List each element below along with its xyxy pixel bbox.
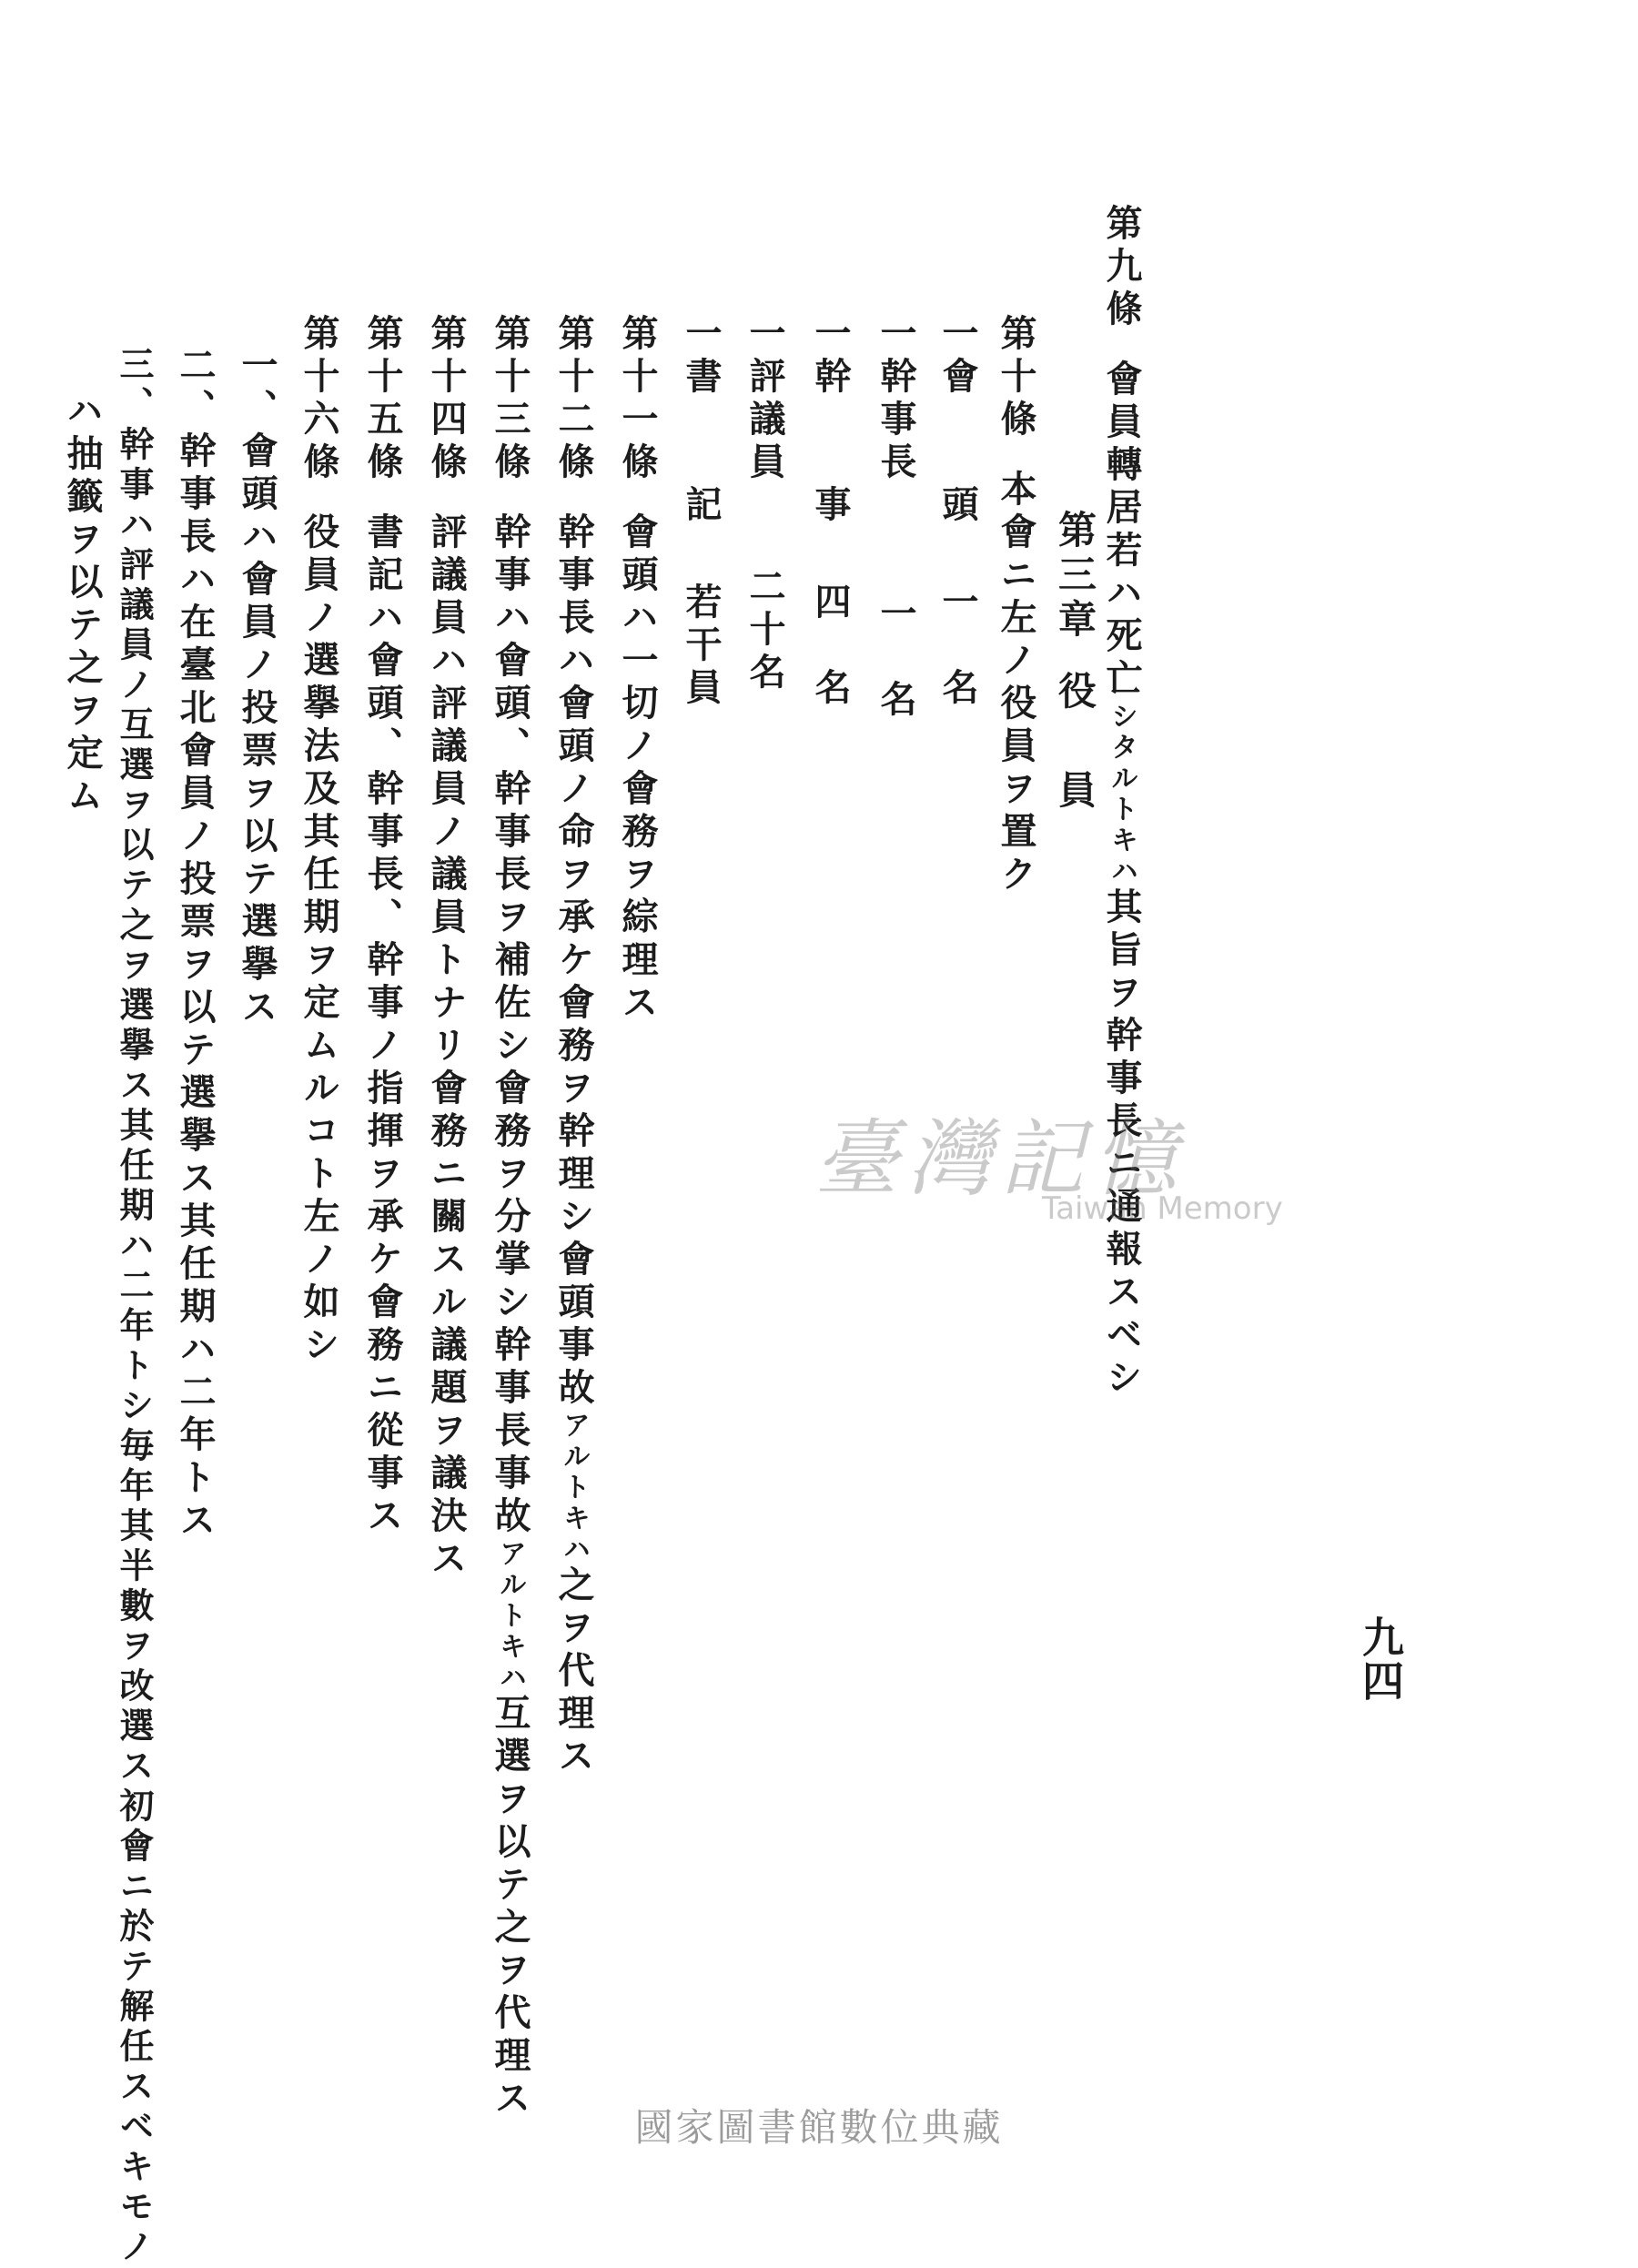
- article-12: [552, 314, 595, 1779]
- article-12-heading: 第十二條: [552, 314, 595, 485]
- officer-count: 若干員: [680, 582, 723, 711]
- chapter-3-title-b: 員: [1053, 770, 1097, 815]
- article-11-heading: 第十一條: [616, 314, 659, 485]
- article-10-heading: 第十條: [995, 314, 1037, 442]
- officer-item: [809, 314, 852, 711]
- article-11: [616, 314, 659, 1026]
- footer-archive-label: 國家圖書館數位典藏: [634, 2105, 1004, 2150]
- officer-item: [680, 314, 723, 711]
- election-item: 一、會頭ハ會員ノ投票ヲ以テ選擧ス: [236, 346, 278, 1030]
- watermark-english: Taiwan Memory: [1042, 1190, 1283, 1227]
- article-10: [995, 314, 1037, 897]
- officer-label: 一會 頭: [936, 314, 979, 528]
- article-15-text: 書記ハ會頭、幹事長、幹事ノ指揮ヲ承ケ會務ニ從事ス: [361, 512, 404, 1539]
- officer-count: 一 名: [936, 582, 979, 711]
- article-14-text: 評議員ハ評議員ノ議員トナリ會務ニ關スル議題ヲ議決ス: [425, 512, 468, 1582]
- page-number: 九四: [1356, 1615, 1405, 1703]
- officer-count: 四 名: [809, 582, 852, 711]
- officer-count: 二十名: [743, 567, 786, 695]
- article-16-heading: 第十六條: [298, 314, 340, 485]
- article-12-kana: アルトキハ: [558, 1411, 590, 1565]
- officer-item: [875, 314, 917, 723]
- article-9-text: 會員轉居若ハ死亡: [1100, 359, 1143, 702]
- article-12-text: 幹事長ハ會頭ノ命ヲ承ケ會務ヲ幹理シ會頭事故: [552, 512, 595, 1411]
- officer-label: 一幹事長: [875, 314, 917, 485]
- continuation-line: ハ抽籤ヲ以テ之ヲ定ム: [61, 391, 104, 819]
- watermark-chinese: 臺灣記憶: [814, 1110, 1187, 1208]
- officer-label: 一幹 事: [809, 314, 852, 528]
- article-13-text-2: 互選ヲ以テ之ヲ代理ス: [489, 1694, 531, 2121]
- article-13-heading: 第十三條: [489, 314, 531, 485]
- chapter-3-label: 第三章: [1053, 510, 1097, 643]
- article-9-heading: 第九條: [1100, 204, 1143, 332]
- officer-label: 一書 記: [680, 314, 723, 528]
- article-9-text-2: 其旨ヲ幹事長ニ通報スベシ: [1100, 887, 1143, 1401]
- article-15-heading: 第十五條: [361, 314, 404, 485]
- election-item: 三、幹事ハ評議員ノ互選ヲ以テ之ヲ選擧ス其任期ハ二年トシ毎年其半數ヲ改選ス初會ニ於テ解任スベキモノ: [114, 346, 155, 2268]
- article-13-text: 幹事ハ會頭、幹事長ヲ補佐シ會務ヲ分掌シ幹事長事故: [489, 512, 531, 1539]
- article-14: [425, 314, 468, 1582]
- article-13: [489, 314, 531, 2121]
- article-13-kana: アルトキハ: [494, 1539, 526, 1694]
- officer-count: 一 名: [875, 594, 917, 723]
- officer-item: [936, 314, 979, 711]
- article-12-text-2: 之ヲ代理ス: [552, 1565, 595, 1779]
- officer-item: [743, 314, 786, 695]
- chapter-3-heading: [1053, 510, 1097, 815]
- article-16: [298, 314, 340, 1368]
- article-16-text: 役員ノ選擧法及其任期ヲ定ムルコト左ノ如シ: [298, 512, 340, 1368]
- election-item: 二、幹事長ハ在臺北會員ノ投票ヲ以テ選擧ス其任期ハ二年トス: [174, 346, 217, 1544]
- article-15: [361, 314, 404, 1539]
- chapter-3-title-a: 役: [1053, 671, 1097, 715]
- article-9-kana: シタルトキハ: [1106, 702, 1138, 887]
- article-14-heading: 第十四條: [425, 314, 468, 485]
- article-10-text: 本會ニ左ノ役員ヲ置ク: [995, 470, 1037, 897]
- officer-label: 一評議員: [743, 314, 786, 485]
- watermark: [814, 1092, 1288, 1247]
- article-11-text: 會頭ハ一切ノ會務ヲ綜理ス: [616, 512, 659, 1026]
